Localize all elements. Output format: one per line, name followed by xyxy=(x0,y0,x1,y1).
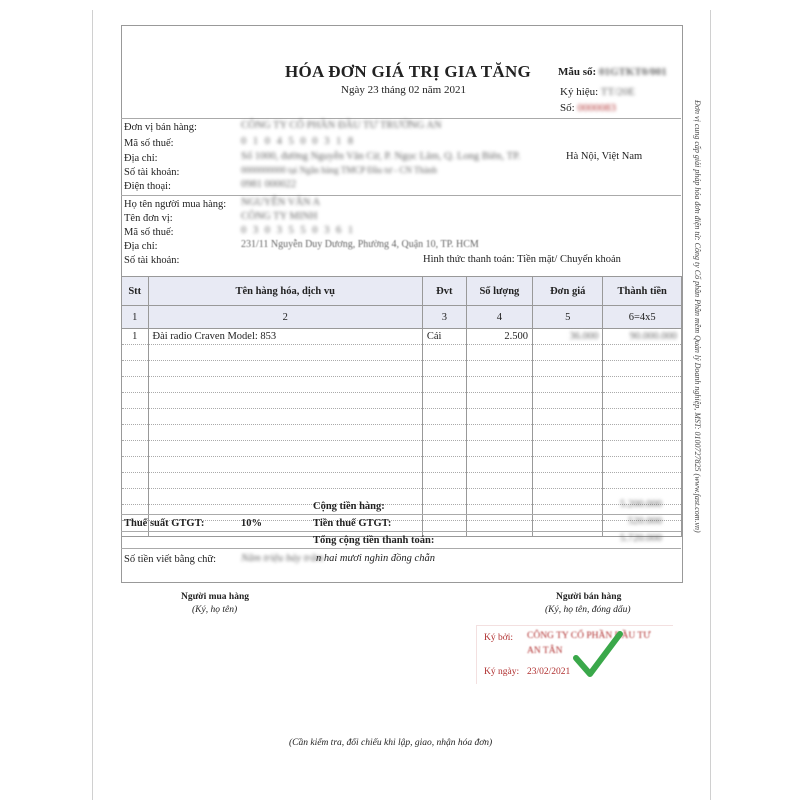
index-cell: 3 xyxy=(422,306,466,329)
vat-amount-label: Tiền thuế GTGT: xyxy=(313,518,392,529)
buyer-account-label: Số tài khoản: xyxy=(124,255,180,266)
table-row-empty xyxy=(122,505,682,521)
invoice-date: Ngày 23 tháng 02 năm 2021 xyxy=(341,84,466,96)
buyer-address: 231/11 Nguyễn Duy Dương, Phường 4, Quận 10, TP. HCM xyxy=(241,239,479,250)
seller-address-city: Hà Nội, Việt Nam xyxy=(566,151,643,162)
table-row-empty xyxy=(122,473,682,489)
seller-name-label: Đơn vị bán hàng: xyxy=(124,122,197,133)
signed-by-name: CÔNG TY CỔ PHẦN ĐẦU TƯ xyxy=(527,631,651,641)
table-row-empty xyxy=(122,361,682,377)
index-cell: 1 xyxy=(122,306,149,329)
index-cell: 4 xyxy=(466,306,532,329)
table-row-empty xyxy=(122,409,682,425)
seller-tax-code: 0 1 0 4 5 0 0 3 1 8 xyxy=(241,136,356,147)
divider xyxy=(121,531,681,532)
invoice-number: Số: 0000083 xyxy=(560,102,616,114)
signed-by-name-line2: AN TÂN xyxy=(527,646,563,656)
subtotal-value: 5.200.000 xyxy=(620,499,662,510)
table-row-empty xyxy=(122,345,682,361)
seller-address-blurred: Số 1000, đường Nguyễn Văn Cừ, P. Ngọc Lâm, Q. Long Biên, TP. xyxy=(241,151,521,162)
signed-date-value: 23/02/2021 xyxy=(527,667,571,677)
subtotal-label: Cộng tiền hàng: xyxy=(313,501,385,512)
seller-tax-label: Mã số thuế: xyxy=(124,138,174,149)
divider xyxy=(121,514,681,515)
item-price: 36.000 xyxy=(533,329,603,345)
payment-method: Hình thức thanh toán: Tiền mặt/ Chuyển khoản xyxy=(423,254,621,265)
template-number: Mẫu số: 01GTKT0/001 xyxy=(558,66,667,78)
divider xyxy=(121,195,681,196)
col-header-qty: Số lượng xyxy=(466,277,532,306)
item-stt: 1 xyxy=(122,329,149,345)
signed-by-label: Ký bởi: xyxy=(484,633,514,643)
col-header-stt: Stt xyxy=(122,277,149,306)
table-header-row xyxy=(122,277,682,306)
seller-name: CÔNG TY CỔ PHẦN ĐẦU TƯ TRƯỜNG AN xyxy=(241,120,442,131)
seller-account-label: Số tài khoản: xyxy=(124,167,180,178)
footer-note: (Cần kiểm tra, đối chiếu khi lập, giao, nhận hóa đơn) xyxy=(289,738,493,748)
checkmark-icon xyxy=(572,628,624,684)
item-amount: 90.000.000 xyxy=(603,329,682,345)
buyer-name-label: Họ tên người mua hàng: xyxy=(124,199,227,210)
buyer-tax-label: Mã số thuế: xyxy=(124,227,174,238)
seller-phone-label: Điện thoại: xyxy=(124,181,171,192)
series-symbol: Ký hiệu: TT/20E xyxy=(560,86,635,98)
seller-account: 0000000000 tại Ngân hàng TMCP Đầu tư - CN Thành xyxy=(241,165,437,175)
buyer-signature-title: Người mua hàng xyxy=(181,592,249,602)
seller-address-label: Địa chỉ: xyxy=(124,153,158,164)
table-row-empty xyxy=(122,441,682,457)
index-cell: 5 xyxy=(533,306,603,329)
buyer-name: NGUYỄN VĂN A xyxy=(241,197,321,208)
in-words-label: Số tiền viết bằng chữ: xyxy=(124,554,217,565)
grand-total-label: Tổng cộng tiền thanh toán: xyxy=(313,535,435,546)
in-words-value: n hai mươi nghìn đồng chẵn xyxy=(316,553,435,564)
buyer-unit-label: Tên đơn vị: xyxy=(124,213,173,224)
items-table xyxy=(121,276,682,537)
buyer-address-label: Địa chỉ: xyxy=(124,241,158,252)
table-row-empty xyxy=(122,425,682,441)
table-row xyxy=(122,329,682,345)
col-header-price: Đơn giá xyxy=(533,277,603,306)
buyer-unit: CÔNG TY MINH xyxy=(241,211,318,222)
provider-note: Đơn vị cung cấp giải pháp hóa đơn điện tử: Công ty Cổ phần Phần mềm Quản lý Doanh nghiệp, MST: 0100727825 (www.fast.com.vn) xyxy=(693,100,702,533)
in-words-blurred: Năm triệu bảy trăm xyxy=(241,553,324,564)
col-header-amount: Thành tiền xyxy=(603,277,682,306)
divider xyxy=(121,118,681,119)
buyer-tax-code: 0 3 0 3 5 5 0 3 6 1 xyxy=(241,225,356,236)
index-cell: 2 xyxy=(148,306,422,329)
invoice-title: HÓA ĐƠN GIÁ TRỊ GIA TĂNG xyxy=(285,62,532,81)
signed-date-label: Ký ngày: xyxy=(484,667,520,677)
seller-signature-note: (Ký, họ tên, đóng dấu) xyxy=(545,605,631,615)
vat-rate-value: 10% xyxy=(241,518,262,529)
table-row-empty xyxy=(122,489,682,505)
item-qty: 2.500 xyxy=(466,329,532,345)
index-cell: 6=4x5 xyxy=(603,306,682,329)
col-header-name: Tên hàng hóa, dịch vụ xyxy=(148,277,422,306)
buyer-signature-note: (Ký, họ tên) xyxy=(192,605,238,615)
item-unit: Cái xyxy=(422,329,466,345)
grand-total-value: 5.720.000 xyxy=(620,533,662,544)
table-row-empty xyxy=(122,377,682,393)
vat-rate-label: Thuế suất GTGT: xyxy=(124,518,205,529)
col-header-unit: Đvt xyxy=(422,277,466,306)
divider xyxy=(121,548,681,549)
item-name: Đài radio Craven Model: 853 xyxy=(148,329,422,345)
table-row-empty xyxy=(122,393,682,409)
seller-phone: 0981 000022 xyxy=(241,179,297,190)
vat-amount-value: 520.000 xyxy=(628,516,663,527)
table-index-row xyxy=(122,306,682,329)
seller-signature-title: Người bán hàng xyxy=(556,592,622,602)
table-row-empty xyxy=(122,457,682,473)
